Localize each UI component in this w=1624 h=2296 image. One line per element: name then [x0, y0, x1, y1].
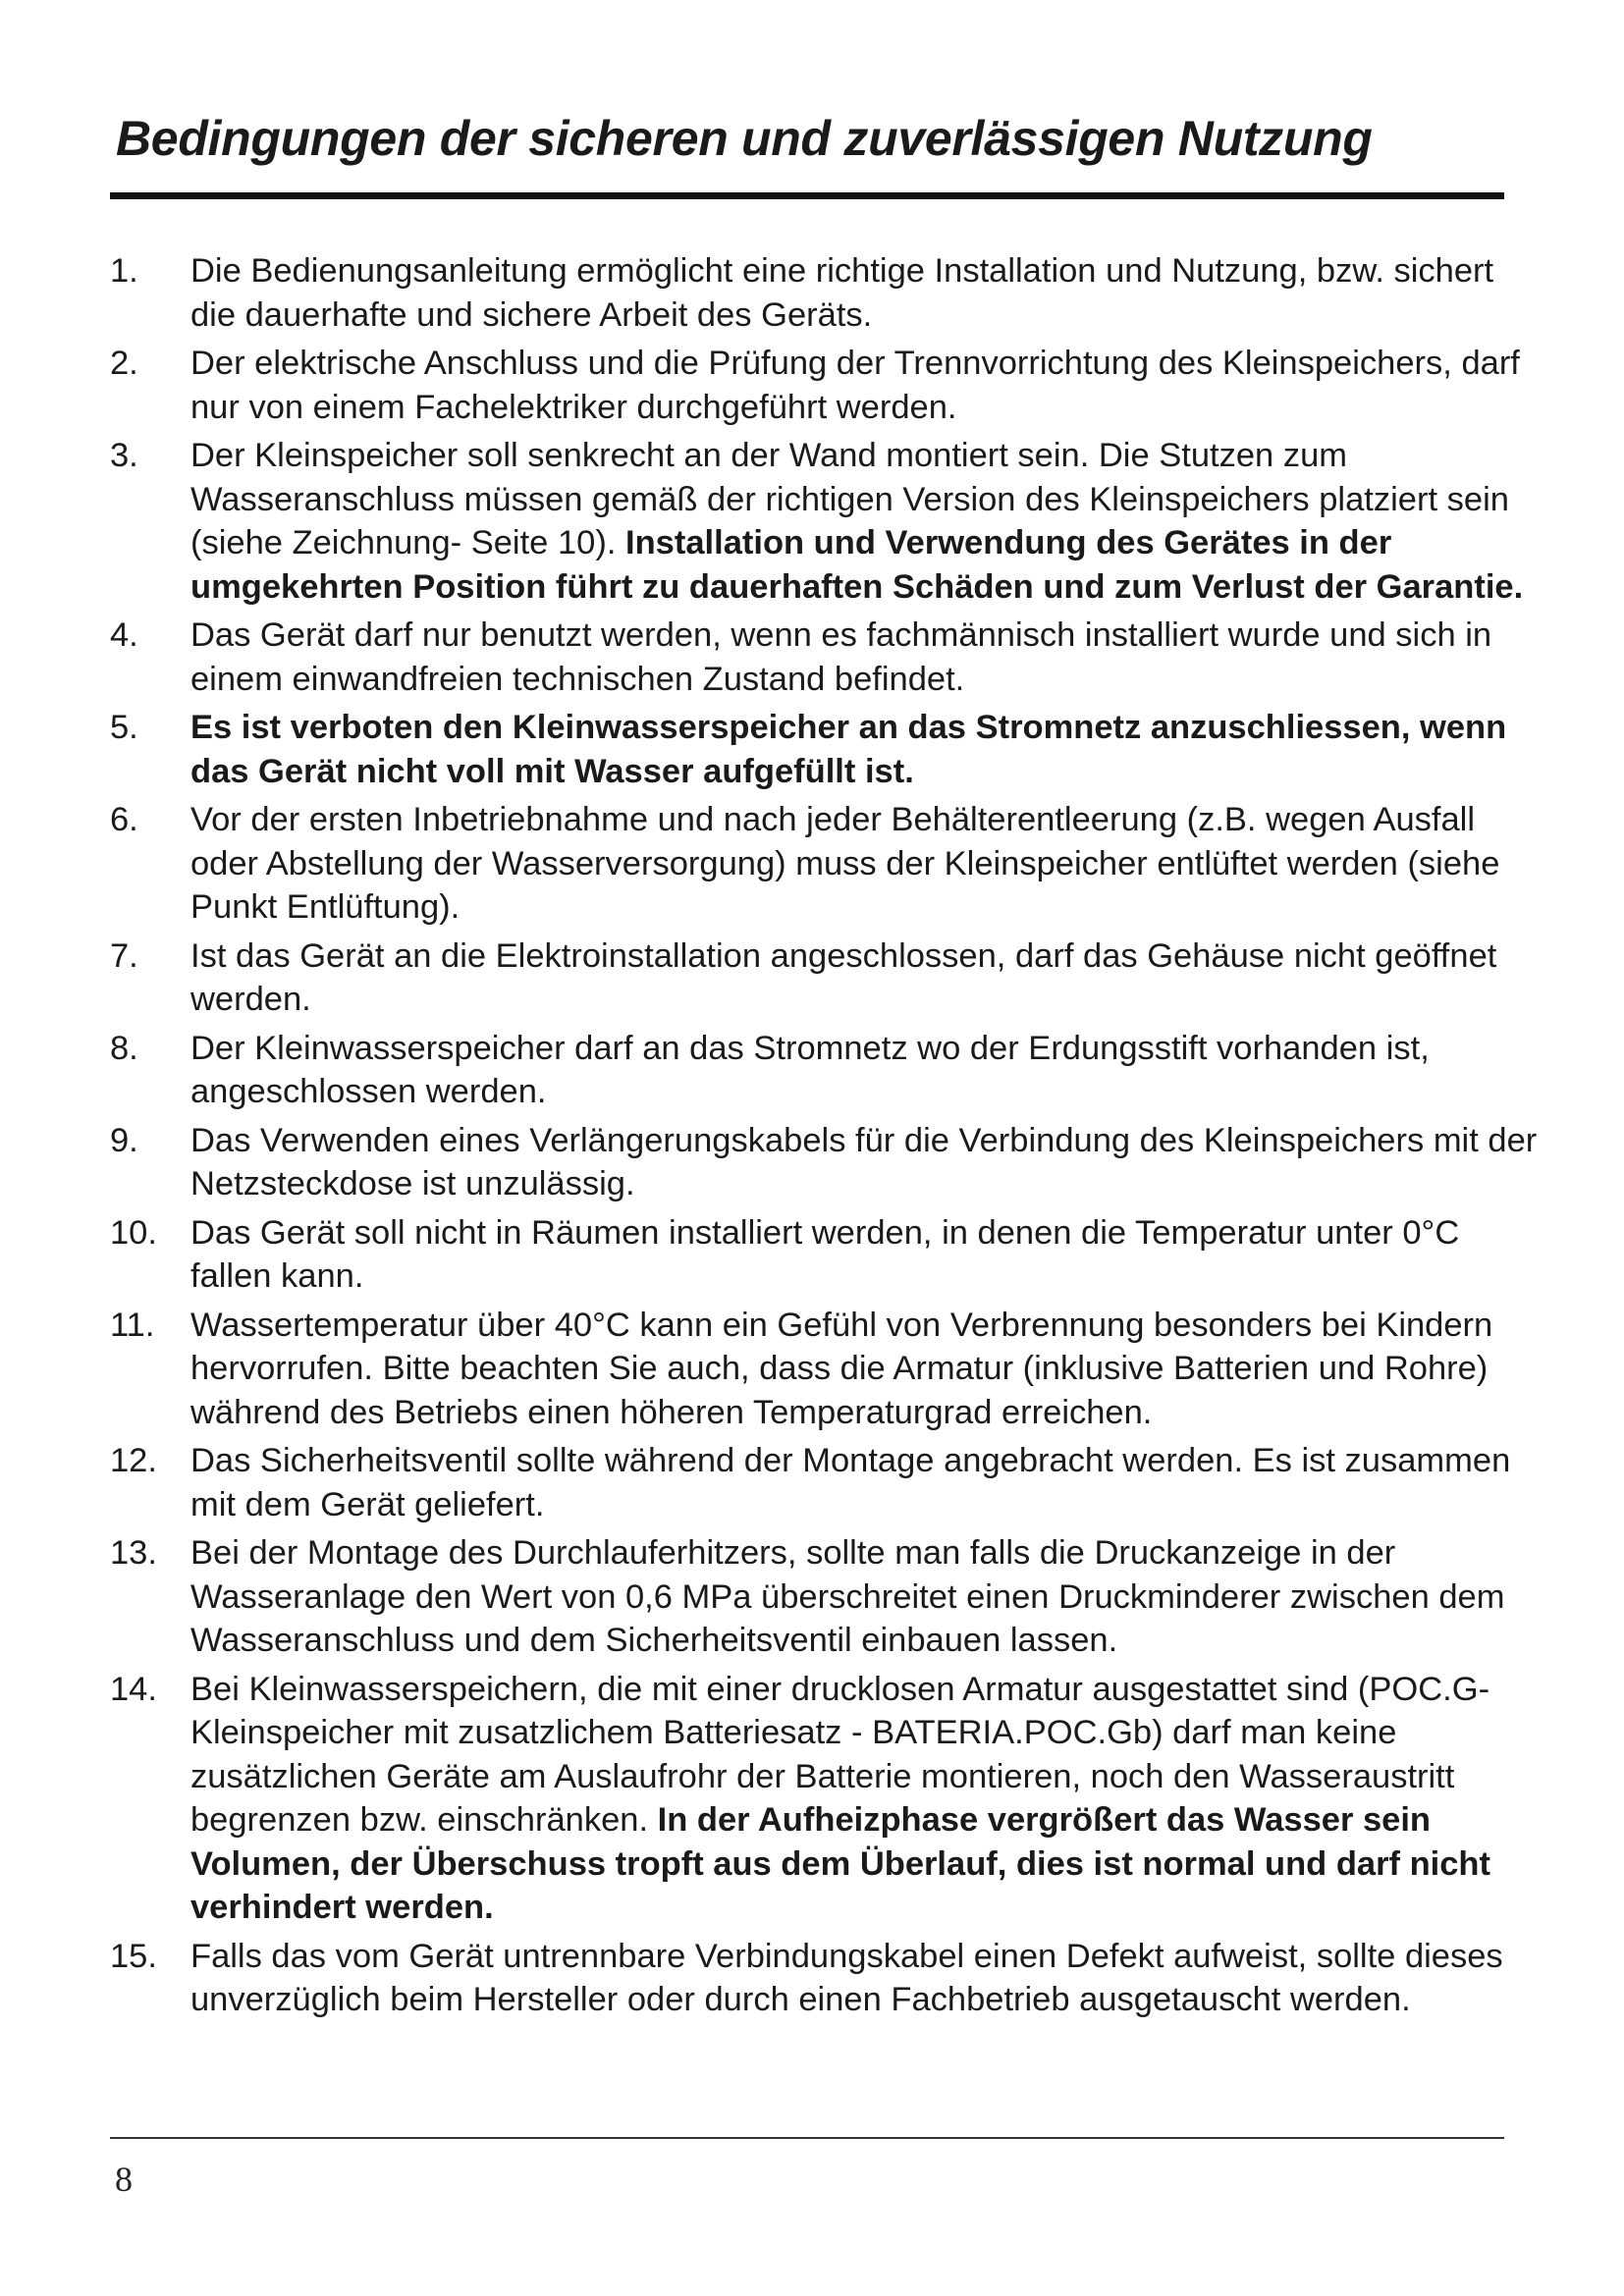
page-title: Bedingungen der sicheren und zuverlässigen Nutzung [116, 111, 1373, 166]
list-item [110, 934, 1543, 1022]
item-text: Das Gerät soll nicht in Räumen installiert werden, in denen die Temperatur unter 0°C fallen kann. [190, 1213, 1460, 1295]
item-text: Die Bedienungsanleitung ermöglicht eine richtige Installation und Nutzung, bzw. sichert die dauerhafte und sichere Arbeit des Geräts. [190, 252, 1494, 334]
item-number: 8. [110, 1029, 138, 1067]
item-number: 12. [110, 1442, 157, 1479]
item-text: Falls das vom Gerät untrennbare Verbindungskabel einen Defekt aufweist, sollte dieses unverzüglich beim Hersteller oder durch einen Fachbetrieb ausgetauscht werden. [190, 1937, 1503, 2018]
item-number: 7. [110, 936, 138, 975]
item-number: 3. [110, 437, 138, 474]
item-number: 2. [110, 345, 138, 382]
list-item [110, 798, 1543, 930]
list-item [110, 706, 1543, 793]
item-text: Bei der Montage des Durchlauferhitzers, sollte man falls die Druckanzeige in der Wasseranlage den Wert von 0,6 MPa überschreitet einen Druckminderer zwischen dem Wasseranschluss und dem Sicherheitsventil einbauen lassen. [190, 1534, 1505, 1659]
list-item [110, 249, 1543, 337]
item-text: Das Gerät darf nur benutzt werden, wenn es fachmännisch installiert wurde und sich in einem einwandfreien technischen Zustand befindet. [190, 616, 1492, 698]
footer-divider [110, 2137, 1504, 2139]
item-number: 4. [110, 616, 138, 654]
list-item [110, 342, 1543, 429]
page-number: 8 [115, 2160, 133, 2199]
list-item [110, 1304, 1543, 1435]
item-number: 11. [110, 1306, 155, 1344]
list-item [110, 1119, 1543, 1206]
item-number: 9. [110, 1121, 138, 1159]
item-number: 13. [110, 1534, 157, 1572]
item-text: Ist das Gerät an die Elektroinstallation angeschlossen, darf das Gehäuse nicht geöffnet werden. [190, 936, 1497, 1018]
safety-rules-list [110, 249, 1543, 2027]
list-item [110, 1531, 1543, 1663]
item-text: Der Kleinwasserspeicher darf an das Stromnetz wo der Erdungsstift vorhanden ist, angeschlossen werden. [190, 1029, 1430, 1110]
item-warning-bold: Installation und Verwendung des Gerätes in der umgekehrten Position führt zu dauerhaften Schäden und zum Verlust der Garantie. [190, 524, 1524, 606]
item-text: Vor der ersten Inbetriebnahme und nach jeder Behälterentleerung (z.B. wegen Ausfall oder Abstellung der Wasserversorgung) muss der Kleinspeicher entlüftet werden (siehe Punkt Entlüftung). [190, 801, 1500, 926]
list-item [110, 1211, 1543, 1299]
item-warning-bold: In der Aufheizphase vergrößert das Wasser sein Volumen, der Überschuss tropft aus dem Überlauf, dies ist normal und darf nicht verhindert werden. [190, 1801, 1490, 1926]
list-item [110, 1935, 1543, 2022]
item-number: 14. [110, 1670, 157, 1708]
item-text: Bei Kleinwasserspeichern, die mit einer drucklosen Armatur ausgestattet sind (POC.G-Kleinspeicher mit zusatzlichem Batteriesatz - BATERIA.POC.Gb) darf man keine zusätzlichen Geräte am Auslaufrohr der Batterie montieren, noch den Wasseraustritt begrenzen bzw. einschränken. In der Aufheizphase vergrößert das Wasser sein Volumen, der Überschuss tropft aus dem Überlauf, dies ist normal und darf nicht verhindert werden. [190, 1670, 1490, 1926]
item-text: Der elektrische Anschluss und die Prüfung der Trennvorrichtung des Kleinspeichers, darf nur von einem Fachelektriker durchgeführt werden. [190, 345, 1520, 426]
list-item [110, 434, 1543, 609]
list-item [110, 614, 1543, 701]
list-item [110, 1027, 1543, 1114]
item-number: 15. [110, 1937, 157, 1975]
item-number: 5. [110, 709, 138, 746]
item-number: 6. [110, 801, 138, 838]
title-underline [110, 192, 1504, 199]
list-item [110, 1668, 1543, 1930]
item-number: 10. [110, 1213, 157, 1252]
item-text: Das Sicherheitsventil sollte während der Montage angebracht werden. Es ist zusammen mit dem Gerät geliefert. [190, 1442, 1511, 1523]
list-item [110, 1439, 1543, 1526]
item-text: Das Verwenden eines Verlängerungskabels für die Verbindung des Kleinspeichers mit der Netzsteckdose ist unzulässig. [190, 1121, 1538, 1202]
item-text: Wassertemperatur über 40°C kann ein Gefühl von Verbrennung besonders bei Kindern hervorrufen. Bitte beachten Sie auch, dass die Armatur (inklusive Batterien und Rohre) während des Betriebs einen höheren Temperaturgrad erreichen. [190, 1306, 1493, 1431]
item-number: 1. [110, 252, 138, 290]
item-text: Der Kleinspeicher soll senkrecht an der Wand montiert sein. Die Stutzen zum Wasseranschluss müssen gemäß der richtigen Version des Kleinspeichers platziert sein (siehe Zeichnung- Seite 10). Installation und Verwendung des Gerätes in der umgekehrten Position führt zu dauerhaften Schäden und zum Verlust der Garantie. [190, 437, 1524, 606]
item-text: Es ist verboten den Kleinwasserspeicher an das Stromnetz anzuschliessen, wenn das Gerät nicht voll mit Wasser aufgefüllt ist. [190, 709, 1507, 790]
